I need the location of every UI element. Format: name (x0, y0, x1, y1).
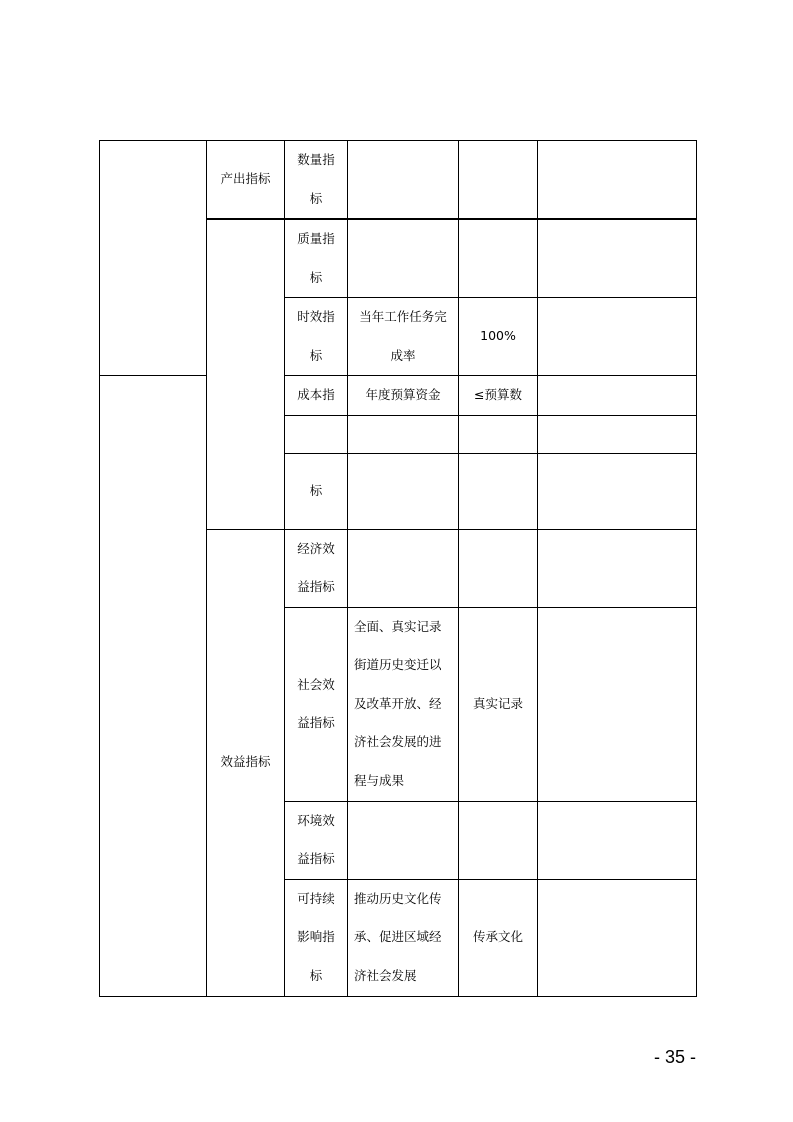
timeliness-target: 100% (459, 298, 538, 376)
sustainable-note (538, 879, 697, 996)
quantity-line-1: 数量指 (297, 152, 335, 167)
benefit-indicator-label: 效益指标 (207, 529, 285, 996)
social-note (538, 607, 697, 801)
output-indicator-continuation (207, 219, 285, 529)
timeliness-content-line-1: 当年工作任务完 (359, 309, 447, 324)
performance-indicator-table (99, 140, 697, 997)
timeliness-content (348, 298, 459, 376)
sustainable-content-line-3: 济社会发展 (354, 967, 417, 983)
output-indicator-label: 产出指标 (207, 141, 285, 220)
cost-target: ≤预算数 (459, 376, 538, 416)
economic-content (348, 529, 459, 607)
cost-tail-content (348, 453, 459, 529)
environment-indicator-label (285, 801, 348, 879)
category-cell-blank-1 (100, 141, 207, 376)
cost-tail-target (459, 453, 538, 529)
cost-tail-label: 标 (285, 453, 348, 529)
social-indicator-label (285, 607, 348, 801)
quantity-target (459, 141, 538, 220)
quantity-content (348, 141, 459, 220)
quality-note (538, 219, 697, 298)
cost-blank-note (538, 415, 697, 453)
quality-target (459, 219, 538, 298)
cost-tail-note (538, 453, 697, 529)
economic-line-1: 经济效 (297, 540, 335, 556)
environment-target (459, 801, 538, 879)
sustainable-target: 传承文化 (459, 879, 538, 996)
cost-blank-label (285, 415, 348, 453)
social-content-line-2: 街道历史变迁以 (354, 657, 442, 673)
environment-content (348, 801, 459, 879)
quantity-note (538, 141, 697, 220)
sustainable-content-line-2: 承、促进区域经 (354, 929, 442, 945)
timeliness-content-line-2: 成率 (390, 347, 416, 363)
sustainable-content (348, 879, 459, 996)
social-content (348, 607, 459, 801)
timeliness-line-1: 时效指 (297, 309, 335, 324)
timeliness-line-2: 标 (309, 347, 323, 363)
economic-indicator-label (285, 529, 348, 607)
cost-note (538, 376, 697, 416)
quality-indicator-label (285, 219, 348, 298)
environment-line-2: 益指标 (297, 851, 335, 866)
social-line-2: 益指标 (297, 715, 335, 730)
social-content-line-3: 及改革开放、经 (354, 695, 442, 711)
cost-content: 年度预算资金 (348, 376, 459, 416)
timeliness-indicator-label (285, 298, 348, 376)
quality-content (348, 219, 459, 298)
economic-note (538, 529, 697, 607)
social-content-line-4: 济社会发展的进 (354, 734, 442, 750)
environment-note (538, 801, 697, 879)
social-content-line-5: 程与成果 (354, 772, 405, 788)
social-target: 真实记录 (459, 607, 538, 801)
quantity-indicator-label (285, 141, 348, 220)
sustainable-content-line-1: 推动历史文化传 (354, 890, 442, 906)
social-content-line-1: 全面、真实记录 (354, 618, 442, 634)
cost-indicator-label: 成本指 (285, 376, 348, 416)
sustainable-line-1: 可持续 (297, 890, 335, 906)
quantity-line-2: 标 (309, 190, 323, 206)
cost-blank-target (459, 415, 538, 453)
cost-blank-content (348, 415, 459, 453)
sustainable-line-3: 标 (309, 967, 323, 983)
timeliness-note (538, 298, 697, 376)
economic-target (459, 529, 538, 607)
category-cell-blank-2 (100, 376, 207, 997)
page-number: - 35 - (653, 1047, 696, 1067)
economic-line-2: 益指标 (297, 579, 335, 594)
environment-line-1: 环境效 (297, 812, 335, 828)
sustainable-indicator-label (285, 879, 348, 996)
quality-line-2: 标 (309, 269, 323, 285)
social-line-1: 社会效 (297, 676, 335, 692)
quality-line-1: 质量指 (297, 231, 335, 246)
sustainable-line-2: 影响指 (297, 929, 335, 945)
